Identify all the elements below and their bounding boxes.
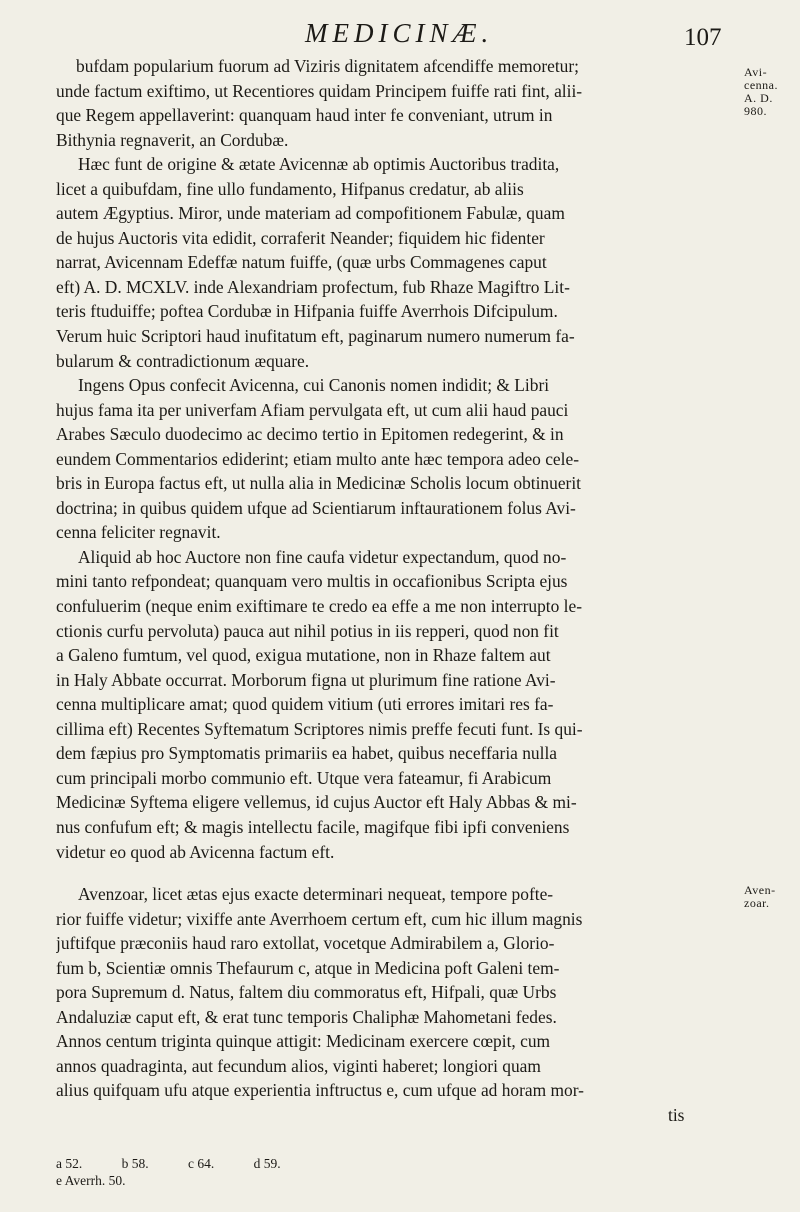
catchword: tis bbox=[668, 1104, 685, 1125]
text-line: Annos centum triginta quinque attigit: Medicinam exercere cœpit, cum bbox=[56, 1031, 551, 1052]
text-line: Verum huic Scriptori haud inufitatum eft, paginarum numero numerum fa- bbox=[56, 326, 575, 347]
footnote: b 58. bbox=[121, 1156, 149, 1171]
text-line: cum principali morbo communio eft. Utque vera fateamur, fi Arabicum bbox=[56, 767, 552, 788]
text-line: a Galeno fumtum, vel quod, exigua mutatione, non in Rhaze faltem aut bbox=[56, 645, 551, 666]
margin-note-avenzoar bbox=[744, 884, 800, 910]
text-line: bufdam popularium fuorum ad Viziris dignitatem afcendiffe memoretur; bbox=[76, 56, 579, 76]
text-line: bris in Europa factus eft, ut nulla alia in Medicinæ Scholis locum obtinuerit bbox=[56, 473, 581, 494]
text-line: fum b, Scientiæ omnis Thefaurum c, atque in Medicina poft Galeni tem- bbox=[56, 957, 560, 978]
text-line: Arabes Sæculo duodecimo ac decimo tertio in Epitomen redegerint, & in bbox=[56, 424, 564, 445]
text-line: rior fuiffe videtur; vixiffe ante Averrhoem certum eft, cum hic illum magnis bbox=[56, 908, 583, 929]
text-line: licet a quibufdam, fine ullo fundamento, Hifpanus credatur, ab aliis bbox=[56, 178, 524, 199]
text-line: narrat, Avicennam Edeffæ natum fuiffe, (quæ urbs Commagenes caput bbox=[56, 252, 547, 273]
text-line: alius quifquam ufu atque experientia inftructus e, cum ufque ad horam mor- bbox=[56, 1080, 584, 1101]
text-line: ctionis curfu pervoluta) pauca aut nihil potius in iis repperi, quod non fit bbox=[56, 620, 559, 641]
text-line: juftifque præconiis haud raro extollat, vocetque Admirabilem a, Glorio- bbox=[56, 933, 555, 954]
text-line: mini tanto refpondeat; quanquam vero multis in occafionibus Scripta ejus bbox=[56, 571, 568, 592]
text-line: doctrina; in quibus quidem ufque ad Scientiarum inftaurationem folus Avi- bbox=[56, 497, 576, 518]
text-line: teris ftuduiffe; poftea Cordubæ in Hifpania fuiffe Averrhois Difcipulum. bbox=[56, 301, 558, 322]
footnote: c 64. bbox=[188, 1156, 215, 1171]
page-header bbox=[0, 12, 800, 58]
margin-note-line: 980. bbox=[744, 104, 767, 118]
text-line: confuluerim (neque enim exiftimare te credo ea effe a me non interrupto le- bbox=[56, 596, 582, 617]
margin-note-line: A. D. bbox=[744, 91, 773, 105]
text-line: Andaluziæ caput eft, & erat tunc temporis Chaliphæ Mahometani fedes. bbox=[56, 1006, 557, 1027]
page-number: 107 bbox=[684, 24, 722, 51]
paragraph-gap bbox=[56, 864, 734, 882]
section-avenzoar bbox=[56, 882, 734, 1127]
text-line: eft) A. D. MCXLV. inde Alexandriam profectum, fub Rhaze Magiftro Lit- bbox=[56, 276, 570, 297]
footnotes bbox=[56, 1155, 556, 1189]
text-line: cillima eft) Recentes Syftematum Scriptores nimis preffe fecuti funt. Is qui- bbox=[56, 718, 583, 739]
margin-note-line: Aven- bbox=[744, 883, 776, 897]
margin-note-line: Avi- bbox=[744, 65, 768, 79]
section-avicenna bbox=[56, 54, 734, 864]
text-line: annos quadraginta, aut fecundum alios, viginti haberet; longiori quam bbox=[56, 1055, 541, 1076]
text-line: unde factum exiftimo, ut Recentiores quidam Principem fuiffe rati fint, alii- bbox=[56, 80, 583, 101]
text-column bbox=[56, 54, 734, 1128]
running-head: MEDICINÆ. bbox=[305, 18, 494, 48]
margin-note-line: cenna. bbox=[744, 78, 778, 92]
text-line: dem fæpius pro Symptomatis primariis ea habet, quibus neceffaria nulla bbox=[56, 743, 557, 764]
text-line: Medicinæ Syftema eligere vellemus, id cujus Auctor eft Haly Abbas & mi- bbox=[56, 792, 577, 813]
text-line: de hujus Auctoris vita edidit, corraferit Neander; fiquidem hic fidenter bbox=[56, 227, 545, 248]
text-line: que Regem appellaverint: quanquam haud inter fe conveniant, utrum in bbox=[56, 105, 553, 126]
text-line: Aliquid ab hoc Auctore non fine caufa videtur expectandum, quod no- bbox=[78, 546, 567, 567]
text-line: bularum & contradictionum æquare. bbox=[56, 350, 310, 371]
footnote-line: e Averrh. 50. bbox=[56, 1173, 126, 1188]
footnote: d 59. bbox=[253, 1156, 281, 1171]
text-line: nus confufum eft; & magis intellectu facile, magifque fibi ipfi conveniens bbox=[56, 816, 570, 837]
footnote: a 52. bbox=[56, 1156, 83, 1171]
text-line: videtur eo quod ab Avicenna factum eft. bbox=[56, 841, 335, 862]
text-line: in Haly Abbate occurrat. Morborum figna ut plurimum fine ratione Avi- bbox=[56, 669, 556, 690]
text-line: hujus fama ita per univerfam Afiam pervulgata eft, ut cum alii haud pauci bbox=[56, 399, 569, 420]
text-line: autem Ægyptius. Miror, unde materiam ad compofitionem Fabulæ, quam bbox=[56, 203, 565, 224]
margin-note-avicenna bbox=[744, 66, 800, 118]
text-line: Avenzoar, licet ætas ejus exacte determinari nequeat, tempore pofte- bbox=[78, 884, 554, 905]
footnote-line bbox=[56, 1155, 556, 1172]
text-line: Ingens Opus confecit Avicenna, cui Canonis nomen indidit; & Libri bbox=[78, 375, 550, 396]
text-line: Bithynia regnaverit, an Cordubæ. bbox=[56, 129, 289, 150]
text-line: pora Supremum d. Natus, faltem diu commoratus eft, Hifpali, quæ Urbs bbox=[56, 982, 557, 1003]
text-line: Hæc funt de origine & ætate Avicennæ ab optimis Auctoribus tradita, bbox=[78, 154, 560, 175]
text-line: cenna multiplicare amat; quod quidem vitium (uti errores imitari res fa- bbox=[56, 694, 554, 715]
text-line: eundem Commentarios ediderint; etiam multo ante hæc tempora adeo cele- bbox=[56, 448, 579, 469]
text-line: cenna feliciter regnavit. bbox=[56, 522, 221, 543]
margin-note-line: zoar. bbox=[744, 896, 770, 910]
